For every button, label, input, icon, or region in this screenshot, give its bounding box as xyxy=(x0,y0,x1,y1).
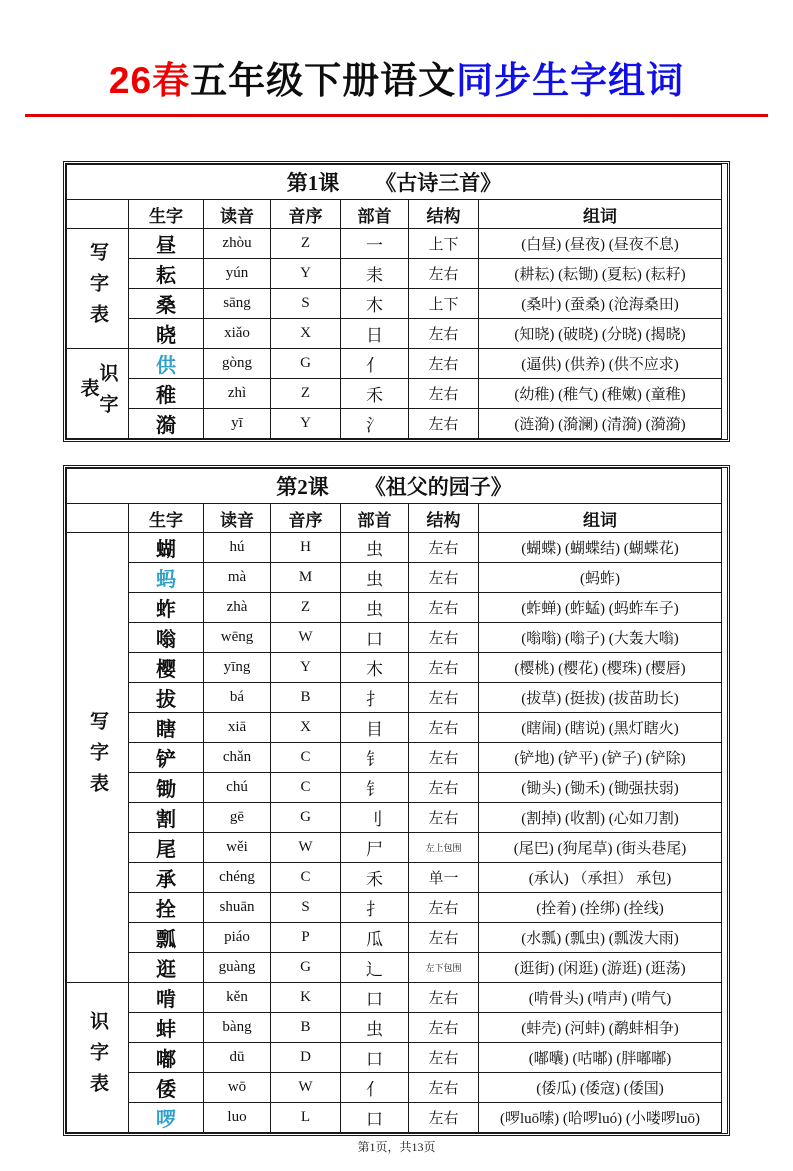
pinyin-cell: bàng xyxy=(204,1013,271,1043)
group-label-text: 识字表 xyxy=(77,362,118,425)
column-header: 组词 xyxy=(479,504,722,533)
words-cell: (樱桃) (樱花) (樱珠) (樱唇) xyxy=(479,653,722,683)
char-cell: 逛 xyxy=(129,953,204,983)
words-cell: (啃骨头) (啃声) (啃气) xyxy=(479,983,722,1013)
column-header: 读音 xyxy=(204,504,271,533)
pinyin-cell: zhà xyxy=(204,593,271,623)
radical-cell: 虫 xyxy=(341,563,409,593)
initial-cell: W xyxy=(271,623,341,653)
words-cell: (桑叶) (蚕桑) (沧海桑田) xyxy=(479,289,722,319)
structure-cell: 左右 xyxy=(409,563,479,593)
page-title-grade: 五年级下册语文 xyxy=(190,60,457,101)
words-cell: (拔草) (挺拔) (拔苗助长) xyxy=(479,683,722,713)
radical-cell: 耒 xyxy=(341,259,409,289)
structure-cell: 左右 xyxy=(409,623,479,653)
words-cell: (蚱蝉) (蚱蜢) (蚂蚱车子) xyxy=(479,593,722,623)
table-row xyxy=(67,533,722,563)
table-row xyxy=(67,1103,722,1133)
table-row xyxy=(67,863,722,893)
radical-cell: 禾 xyxy=(341,863,409,893)
char-cell: 晓 xyxy=(129,319,204,349)
lesson-2-table-wrap xyxy=(63,465,730,1136)
radical-cell: 亻 xyxy=(341,1073,409,1103)
char-cell: 啰 xyxy=(129,1103,204,1133)
radical-cell: 氵 xyxy=(341,409,409,439)
char-cell: 蚱 xyxy=(129,593,204,623)
initial-cell: Z xyxy=(271,593,341,623)
column-header-row xyxy=(67,200,722,229)
page-title-edition: 26春 xyxy=(108,60,191,101)
char-cell: 承 xyxy=(129,863,204,893)
char-cell: 拔 xyxy=(129,683,204,713)
structure-cell: 左右 xyxy=(409,803,479,833)
radical-cell: 口 xyxy=(341,1043,409,1073)
pinyin-cell: zhòu xyxy=(204,229,271,259)
radical-cell: 虫 xyxy=(341,1013,409,1043)
initial-cell: Y xyxy=(271,653,341,683)
structure-cell: 左右 xyxy=(409,983,479,1013)
structure-cell: 左下包围 xyxy=(409,953,479,983)
column-header: 结构 xyxy=(409,200,479,229)
pinyin-cell: gē xyxy=(204,803,271,833)
pinyin-cell: guàng xyxy=(204,953,271,983)
initial-cell: Z xyxy=(271,379,341,409)
words-cell: (瞎闹) (瞎说) (黑灯瞎火) xyxy=(479,713,722,743)
pinyin-cell: wěi xyxy=(204,833,271,863)
radical-cell: 禾 xyxy=(341,379,409,409)
table-row xyxy=(67,409,722,439)
structure-cell: 左右 xyxy=(409,1013,479,1043)
radical-cell: 钅 xyxy=(341,773,409,803)
pinyin-cell: kěn xyxy=(204,983,271,1013)
initial-cell: H xyxy=(271,533,341,563)
words-cell: (知晓) (破晓) (分晓) (揭晓) xyxy=(479,319,722,349)
page-number-footer: 第1页，共13页 xyxy=(357,1140,436,1154)
structure-cell: 左右 xyxy=(409,773,479,803)
group-label-text: 写字表 xyxy=(87,711,108,804)
words-cell: (嘟囔) (咕嘟) (胖嘟嘟) xyxy=(479,1043,722,1073)
initial-cell: G xyxy=(271,349,341,379)
pinyin-cell: chú xyxy=(204,773,271,803)
column-header: 音序 xyxy=(271,200,341,229)
lesson-number: 第2课 xyxy=(276,475,329,499)
structure-cell: 左右 xyxy=(409,593,479,623)
pinyin-cell: wō xyxy=(204,1073,271,1103)
initial-cell: B xyxy=(271,683,341,713)
words-cell: (逛街) (闲逛) (游逛) (逛荡) xyxy=(479,953,722,983)
words-cell: (铲地) (铲平) (铲子) (铲除) xyxy=(479,743,722,773)
pinyin-cell: chéng xyxy=(204,863,271,893)
structure-cell: 左右 xyxy=(409,379,479,409)
structure-cell: 左上包围 xyxy=(409,833,479,863)
group-column-header xyxy=(67,504,129,533)
structure-cell: 左右 xyxy=(409,923,479,953)
radical-cell: 口 xyxy=(341,983,409,1013)
initial-cell: W xyxy=(271,1073,341,1103)
words-cell: (蚂蚱) xyxy=(479,563,722,593)
initial-cell: M xyxy=(271,563,341,593)
group-column-header xyxy=(67,200,129,229)
table-row xyxy=(67,1043,722,1073)
char-cell: 耘 xyxy=(129,259,204,289)
char-cell: 尾 xyxy=(129,833,204,863)
lesson-2-table xyxy=(66,468,722,1133)
initial-cell: G xyxy=(271,803,341,833)
char-cell: 蚂 xyxy=(129,563,204,593)
words-cell: (蝴蝶) (蝴蝶结) (蝴蝶花) xyxy=(479,533,722,563)
char-cell: 铲 xyxy=(129,743,204,773)
initial-cell: S xyxy=(271,893,341,923)
structure-cell: 左右 xyxy=(409,319,479,349)
pinyin-cell: mà xyxy=(204,563,271,593)
structure-cell: 左右 xyxy=(409,1103,479,1133)
table-row xyxy=(67,593,722,623)
radical-cell: 扌 xyxy=(341,683,409,713)
pinyin-cell: hú xyxy=(204,533,271,563)
table-row xyxy=(67,563,722,593)
radical-cell: 亻 xyxy=(341,349,409,379)
column-header: 生字 xyxy=(129,200,204,229)
pinyin-cell: yī xyxy=(204,409,271,439)
table-row xyxy=(67,683,722,713)
column-header: 组词 xyxy=(479,200,722,229)
column-header: 读音 xyxy=(204,200,271,229)
words-cell: (割掉) (收割) (心如刀割) xyxy=(479,803,722,833)
pinyin-cell: luo xyxy=(204,1103,271,1133)
table-row xyxy=(67,983,722,1013)
char-cell: 嗡 xyxy=(129,623,204,653)
group-label-cell xyxy=(67,349,129,439)
words-cell: (倭瓜) (倭寇) (倭国) xyxy=(479,1073,722,1103)
initial-cell: W xyxy=(271,833,341,863)
structure-cell: 左右 xyxy=(409,259,479,289)
radical-cell: 口 xyxy=(341,623,409,653)
words-cell: (涟漪) (漪澜) (清漪) (漪漪) xyxy=(479,409,722,439)
lesson-1-table xyxy=(66,164,722,439)
words-cell: (幼稚) (稚气) (稚嫩) (童稚) xyxy=(479,379,722,409)
pinyin-cell: yún xyxy=(204,259,271,289)
table-row xyxy=(67,893,722,923)
words-cell: (逼供) (供养) (供不应求) xyxy=(479,349,722,379)
structure-cell: 单一 xyxy=(409,863,479,893)
initial-cell: C xyxy=(271,743,341,773)
table-row xyxy=(67,289,722,319)
group-label-cell xyxy=(67,983,129,1133)
structure-cell: 左右 xyxy=(409,683,479,713)
table-row xyxy=(67,803,722,833)
words-cell: (尾巴) (狗尾草) (街头巷尾) xyxy=(479,833,722,863)
table-row xyxy=(67,319,722,349)
radical-cell: 虫 xyxy=(341,593,409,623)
structure-cell: 左右 xyxy=(409,713,479,743)
char-cell: 锄 xyxy=(129,773,204,803)
lesson-book-title: 《祖父的园子》 xyxy=(364,475,512,499)
initial-cell: L xyxy=(271,1103,341,1133)
pinyin-cell: zhì xyxy=(204,379,271,409)
char-cell: 拴 xyxy=(129,893,204,923)
pinyin-cell: chǎn xyxy=(204,743,271,773)
words-cell: (拴着) (拴绑) (拴线) xyxy=(479,893,722,923)
pinyin-cell: sāng xyxy=(204,289,271,319)
lesson-title xyxy=(67,165,722,200)
column-header-row xyxy=(67,504,722,533)
words-cell: (嗡嗡) (嗡子) (大轰大嗡) xyxy=(479,623,722,653)
char-cell: 嘟 xyxy=(129,1043,204,1073)
char-cell: 樱 xyxy=(129,653,204,683)
structure-cell: 左右 xyxy=(409,1043,479,1073)
structure-cell: 左右 xyxy=(409,409,479,439)
words-cell: (水瓢) (瓢虫) (瓢泼大雨) xyxy=(479,923,722,953)
structure-cell: 上下 xyxy=(409,229,479,259)
radical-cell: 木 xyxy=(341,289,409,319)
table-row xyxy=(67,1073,722,1103)
char-cell: 蚌 xyxy=(129,1013,204,1043)
table-row xyxy=(67,833,722,863)
table-row xyxy=(67,713,722,743)
initial-cell: P xyxy=(271,923,341,953)
char-cell: 瞎 xyxy=(129,713,204,743)
initial-cell: X xyxy=(271,319,341,349)
group-label-cell xyxy=(67,229,129,349)
title-divider-rule xyxy=(25,114,768,117)
radical-cell: 尸 xyxy=(341,833,409,863)
lesson-title-row xyxy=(67,165,722,200)
char-cell: 稚 xyxy=(129,379,204,409)
table-row xyxy=(67,259,722,289)
pinyin-cell: xiā xyxy=(204,713,271,743)
page-title xyxy=(0,50,793,104)
char-cell: 蝴 xyxy=(129,533,204,563)
table-row xyxy=(67,623,722,653)
radical-cell: 一 xyxy=(341,229,409,259)
structure-cell: 上下 xyxy=(409,289,479,319)
char-cell: 供 xyxy=(129,349,204,379)
initial-cell: K xyxy=(271,983,341,1013)
radical-cell: 虫 xyxy=(341,533,409,563)
lesson-1-table-wrap xyxy=(63,161,730,442)
initial-cell: X xyxy=(271,713,341,743)
structure-cell: 左右 xyxy=(409,653,479,683)
pinyin-cell: shuān xyxy=(204,893,271,923)
group-label-cell xyxy=(67,533,129,983)
initial-cell: Y xyxy=(271,259,341,289)
char-cell: 倭 xyxy=(129,1073,204,1103)
char-cell: 啃 xyxy=(129,983,204,1013)
column-header: 结构 xyxy=(409,504,479,533)
lesson-book-title: 《古诗三首》 xyxy=(375,171,502,195)
radical-cell: 口 xyxy=(341,1103,409,1133)
initial-cell: D xyxy=(271,1043,341,1073)
structure-cell: 左右 xyxy=(409,1073,479,1103)
pinyin-cell: bá xyxy=(204,683,271,713)
radical-cell: 瓜 xyxy=(341,923,409,953)
initial-cell: B xyxy=(271,1013,341,1043)
lesson-title-row xyxy=(67,469,722,504)
initial-cell: G xyxy=(271,953,341,983)
radical-cell: 扌 xyxy=(341,893,409,923)
char-cell: 瓢 xyxy=(129,923,204,953)
pinyin-cell: piáo xyxy=(204,923,271,953)
table-row xyxy=(67,653,722,683)
column-header: 音序 xyxy=(271,504,341,533)
char-cell: 割 xyxy=(129,803,204,833)
structure-cell: 左右 xyxy=(409,533,479,563)
words-cell: (耕耘) (耘锄) (夏耘) (耘耔) xyxy=(479,259,722,289)
lesson-title xyxy=(67,469,722,504)
table-row xyxy=(67,1013,722,1043)
radical-cell: 辶 xyxy=(341,953,409,983)
table-row xyxy=(67,773,722,803)
initial-cell: C xyxy=(271,773,341,803)
group-label-text: 识字表 xyxy=(87,1011,108,1104)
words-cell: (蚌壳) (河蚌) (鹬蚌相争) xyxy=(479,1013,722,1043)
initial-cell: Y xyxy=(271,409,341,439)
words-cell: (承认) （承担） 承包) xyxy=(479,863,722,893)
radical-cell: 刂 xyxy=(341,803,409,833)
pinyin-cell: wēng xyxy=(204,623,271,653)
table-row xyxy=(67,229,722,259)
initial-cell: C xyxy=(271,863,341,893)
table-row xyxy=(67,379,722,409)
radical-cell: 钅 xyxy=(341,743,409,773)
group-label-text: 写字表 xyxy=(87,242,108,335)
structure-cell: 左右 xyxy=(409,743,479,773)
lesson-number: 第1课 xyxy=(286,171,340,195)
words-cell: (白昼) (昼夜) (昼夜不息) xyxy=(479,229,722,259)
table-row xyxy=(67,953,722,983)
table-row xyxy=(67,923,722,953)
initial-cell: Z xyxy=(271,229,341,259)
structure-cell: 左右 xyxy=(409,349,479,379)
page-title-subject: 同步生字组词 xyxy=(456,60,685,101)
table-row xyxy=(67,743,722,773)
pinyin-cell: gòng xyxy=(204,349,271,379)
radical-cell: 日 xyxy=(341,319,409,349)
initial-cell: S xyxy=(271,289,341,319)
words-cell: (啰luō嗦) (哈啰luó) (小喽啰luō) xyxy=(479,1103,722,1133)
char-cell: 昼 xyxy=(129,229,204,259)
char-cell: 桑 xyxy=(129,289,204,319)
char-cell: 漪 xyxy=(129,409,204,439)
radical-cell: 目 xyxy=(341,713,409,743)
pinyin-cell: xiǎo xyxy=(204,319,271,349)
column-header: 部首 xyxy=(341,200,409,229)
column-header: 部首 xyxy=(341,504,409,533)
pinyin-cell: dū xyxy=(204,1043,271,1073)
words-cell: (锄头) (锄禾) (锄强扶弱) xyxy=(479,773,722,803)
table-row xyxy=(67,349,722,379)
radical-cell: 木 xyxy=(341,653,409,683)
column-header: 生字 xyxy=(129,504,204,533)
pinyin-cell: yīng xyxy=(204,653,271,683)
structure-cell: 左右 xyxy=(409,893,479,923)
